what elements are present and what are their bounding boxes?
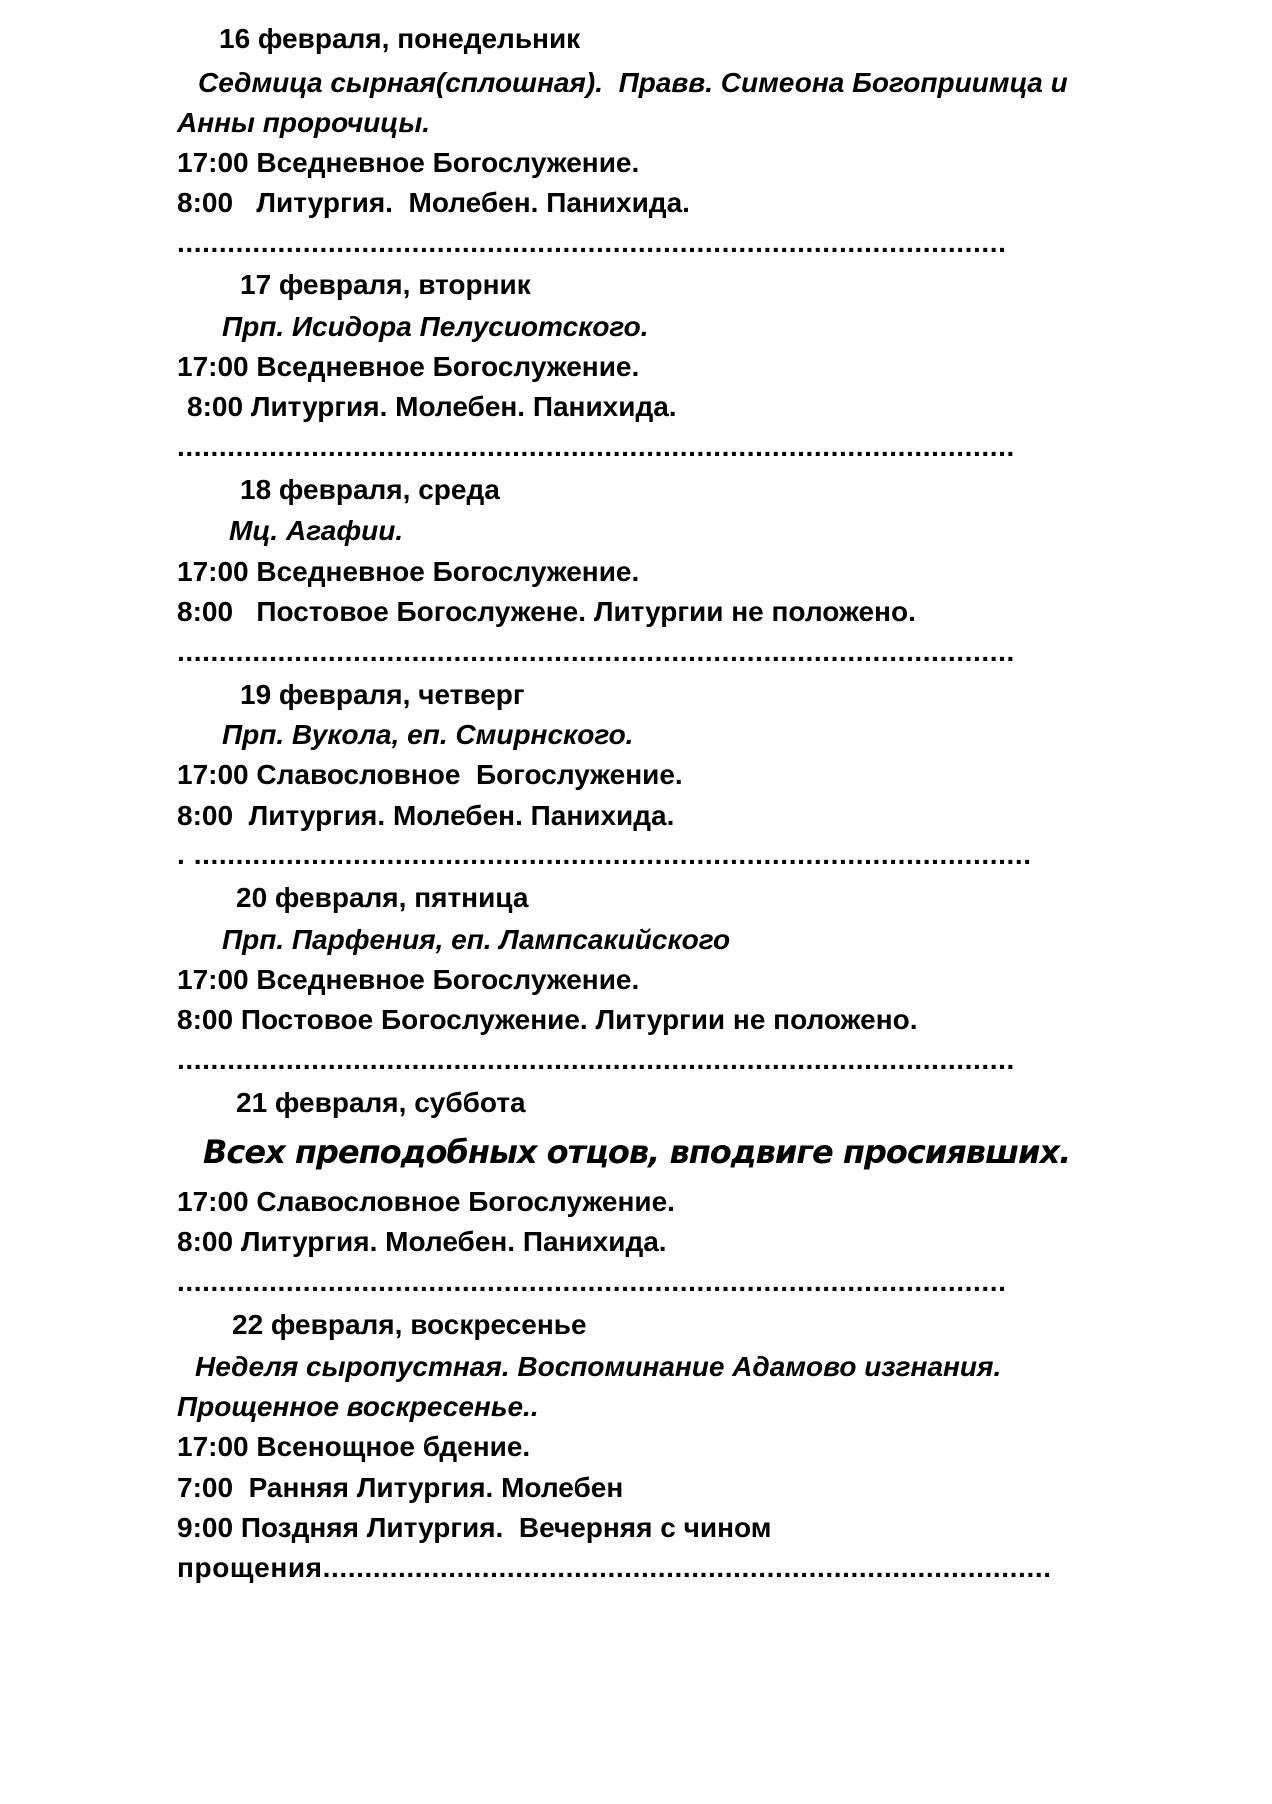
feast-19: Прп. Вукола, еп. Смирнского. <box>222 719 634 750</box>
feast-16-line1: Седмица сырная(сплошная). Правв. Симеона Богоприимца и <box>198 67 1068 98</box>
separator-16: ................................................................................................... <box>177 227 1007 258</box>
separator-20: .................................................................................................... <box>177 1044 1015 1075</box>
day-header-21: 21 февраля, суббота <box>236 1087 526 1118</box>
day-header-22: 22 февраля, воскресенье <box>232 1309 587 1340</box>
service-21-evening: 17:00 Славословное Богослужение. <box>177 1186 675 1217</box>
feast-21: Всех преподобных отцов, вподвиге просиявших. <box>203 1133 1071 1171</box>
service-19-evening: 17:00 Славословное Богослужение. <box>177 759 683 790</box>
service-20-evening: 17:00 Вседневное Богослужение. <box>177 964 640 995</box>
feast-22-line2: Прощенное воскресенье.. <box>177 1391 539 1422</box>
feast-18: Мц. Агафии. <box>229 515 404 546</box>
service-22-vigil: 17:00 Всенощное бдение. <box>177 1431 531 1462</box>
separator-17: .................................................................................................... <box>177 431 1015 462</box>
service-22-forgiveness: прощения....................................................................................... <box>177 1552 1052 1583</box>
feast-16-line2: Анны пророчицы. <box>177 107 431 138</box>
day-header-18: 18 февраля, среда <box>240 474 500 505</box>
service-21-morning: 8:00 Литургия. Молебен. Панихида. <box>177 1226 667 1257</box>
service-17-morning: 8:00 Литургия. Молебен. Панихида. <box>187 391 677 422</box>
day-header-17: 17 февраля, вторник <box>240 269 531 300</box>
separator-18: .................................................................................................... <box>177 636 1015 667</box>
service-18-morning: 8:00 Постовое Богослужене. Литургии не положено. <box>177 596 916 627</box>
service-20-morning: 8:00 Постовое Богослужение. Литургии не положено. <box>177 1004 918 1035</box>
separator-21: ................................................................................................... <box>177 1266 1007 1297</box>
day-header-19: 19 февраля, четверг <box>240 679 525 710</box>
feast-17: Прп. Исидора Пелусиотского. <box>222 311 649 342</box>
service-16-evening: 17:00 Вседневное Богослужение. <box>177 147 640 178</box>
service-18-evening: 17:00 Вседневное Богослужение. <box>177 556 640 587</box>
day-header-20: 20 февраля, пятница <box>236 882 529 913</box>
day-header-16: 16 февраля, понедельник <box>219 23 581 54</box>
service-22-late: 9:00 Поздняя Литургия. Вечерняя с чином <box>177 1512 772 1543</box>
service-17-evening: 17:00 Вседневное Богослужение. <box>177 351 640 382</box>
feast-22-line1: Неделя сыропустная. Воспоминание Адамово изгнания. <box>195 1351 1002 1382</box>
separator-19: . .................................................................................................... <box>177 839 1032 870</box>
service-22-early: 7:00 Ранняя Литургия. Молебен <box>177 1472 624 1503</box>
service-19-morning: 8:00 Литургия. Молебен. Панихида. <box>177 800 675 831</box>
service-16-morning: 8:00 Литургия. Молебен. Панихида. <box>177 187 690 218</box>
feast-20: Прп. Парфения, еп. Лампсакийского <box>222 924 731 955</box>
